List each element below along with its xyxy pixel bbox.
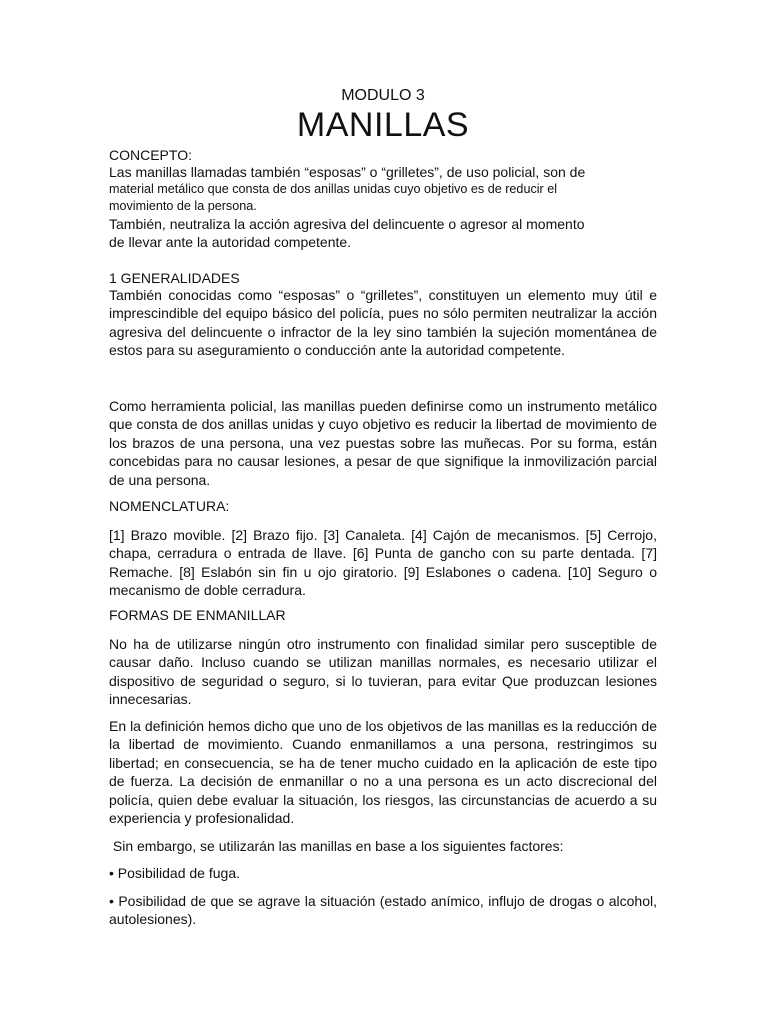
generalidades-paragraph-1: También conocidas como “esposas” o “grilletes”, constituyen un elemento muy útil e imprescindible del equipo básico del policía, pues no sólo permiten neutralizar la acción agresiva del delincuente o infractor de la ley sino también la sujeción momentánea de estos para su aseguramiento o conducción ante la autoridad competente. — [109, 287, 657, 359]
concept-block — [109, 147, 657, 251]
formas-paragraph-2: En la definición hemos dicho que uno de los objetivos de las manillas es la reducción de la libertad de movimiento. Cuando enmanillamos a una persona, restringimos su libertad; en consecuencia, se ha de tener mucho cuidado en la aplicación de este tipo de fuerza. La decisión de enmanillar o no a una persona es un acto discrecional del policía, quien debe evaluar la situación, los riesgos, las circunstancias de acuerdo a su experiencia y profesionalidad. — [109, 718, 657, 827]
generalidades-heading: 1 GENERALIDADES — [109, 270, 240, 286]
factor-bullet-2: • Posibilidad de que se agrave la situación (estado anímico, influjo de drogas o alcohol, autolesiones). — [109, 893, 657, 928]
formas-paragraph-3: Sin embargo, se utilizarán las manillas en base a los siguientes factores: — [109, 838, 564, 854]
generalidades-paragraph-2: Como herramienta policial, las manillas pueden definirse como un instrumento metálico que consta de dos anillas unidas y cuyo objetivo es reducir la libertad de movimiento de los brazos de una persona, una vez puestas sobre las muñecas. Por su forma, están concebidas para no causar lesiones, a pesar de que signifique la inmovilización parcial de una persona. — [109, 398, 657, 488]
formas-heading: FORMAS DE ENMANILLAR — [109, 607, 286, 623]
nomenclatura-paragraph: [1] Brazo movible. [2] Brazo fijo. [3] Canaleta. [4] Cajón de mecanismos. [5] Cerrojo, chapa, cerradura o entrada de llave. [6] Punta de gancho con su parte dentada. [7] Remache. [8] Eslabón sin fin u ojo giratorio. [9] Eslabones o cadena. [10] Seguro o mecanismo de doble cerradura. — [109, 527, 657, 599]
concept-line-3: movimiento de la persona. — [109, 199, 257, 213]
page-title: MANILLAS — [296, 106, 470, 144]
nomenclatura-heading: NOMENCLATURA: — [109, 498, 230, 514]
concept-label: CONCEPTO: — [109, 147, 192, 163]
concept-line-2: material metálico que consta de dos anillas unidas cuyo objetivo es de reducir el — [109, 182, 558, 196]
concept-line-4: También, neutraliza la acción agresiva del delincuente o agresor al momento — [109, 216, 585, 232]
factor-bullet-1: • Posibilidad de fuga. — [109, 865, 240, 881]
concept-line-5: de llevar ante la autoridad competente. — [109, 234, 352, 250]
formas-paragraph-1: No ha de utilizarse ningún otro instrumento con finalidad similar pero susceptible de causar daño. Incluso cuando se utilizan manillas normales, es necesario utilizar el dispositivo de seguridad o seguro, si lo tuvieran, para evitar Que produzcan lesiones innecesarias. — [109, 636, 657, 708]
module-label: MODULO 3 — [341, 87, 425, 104]
concept-line-1: Las manillas llamadas también “esposas” o “grilletes”, de uso policial, son de — [109, 164, 586, 180]
